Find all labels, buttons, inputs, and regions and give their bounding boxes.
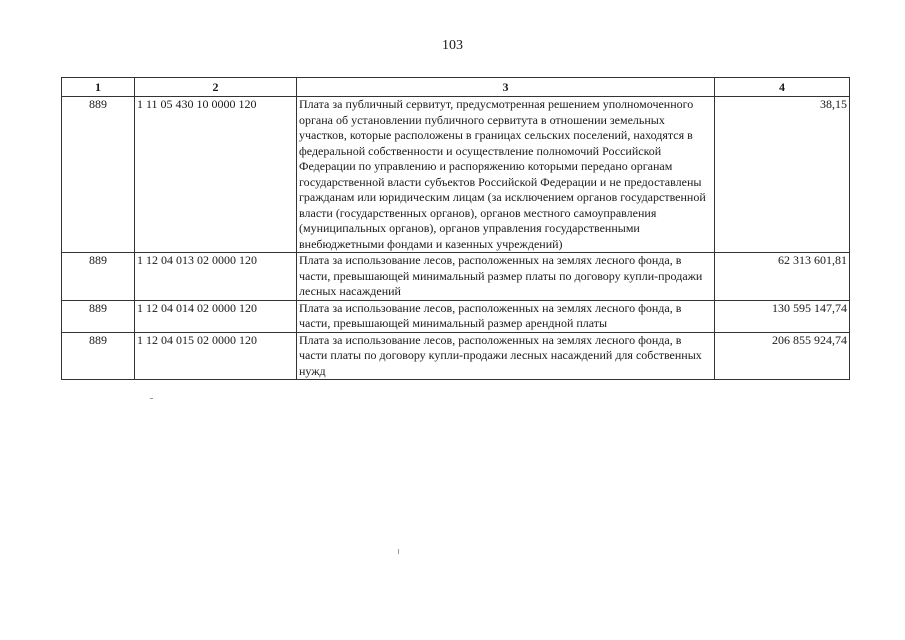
column-header-1: 1 [62,78,135,97]
revenue-name-cell: Плата за использование лесов, расположенных на землях лесного фонда, в части, превышающей минимальный размер платы по договору купли-продажи лесных насаждений [297,253,715,301]
amount-cell: 206 855 924,74 [715,332,850,380]
admin-code-cell: 889 [62,97,135,253]
scan-speck [398,549,399,554]
amount-cell: 62 313 601,81 [715,253,850,301]
page-number: 103 [442,38,463,53]
table-row [62,253,850,301]
scan-speck [150,398,153,399]
column-header-4: 4 [715,78,850,97]
amount-cell: 130 595 147,74 [715,300,850,332]
table-row [62,300,850,332]
revenue-name-cell: Плата за публичный сервитут, предусмотренная решением уполномоченного органа об установлении публичного сервитута в отношении земельных участков, которые расположены в границах сельских поселений, находятся в федеральной собственности и осуществление полномочий Российской Федерации по управлению и распоряжению которыми передано органам государственной власти субъектов Российской Федерации и не предоставлены гражданам или юридическим лицам (за исключением органов государственной власти (государственных органов), органов местного самоуправления (муниципальных органов), органов управления государственными внебюджетными фондами и казенных учреждений) [297,97,715,253]
revenue-table [61,77,850,380]
admin-code-cell: 889 [62,253,135,301]
column-header-3: 3 [297,78,715,97]
budget-code-cell: 1 12 04 015 02 0000 120 [135,332,297,380]
amount-cell: 38,15 [715,97,850,253]
revenue-name-cell: Плата за использование лесов, расположенных на землях лесного фонда, в части платы по договору купли-продажи лесных насаждений для собственных нужд [297,332,715,380]
revenue-name-cell: Плата за использование лесов, расположенных на землях лесного фонда, в части, превышающей минимальный размер арендной платы [297,300,715,332]
column-header-2: 2 [135,78,297,97]
budget-code-cell: 1 12 04 014 02 0000 120 [135,300,297,332]
table-row [62,97,850,253]
admin-code-cell: 889 [62,300,135,332]
table-row [62,332,850,380]
table-header-row [62,78,850,97]
budget-code-cell: 1 11 05 430 10 0000 120 [135,97,297,253]
budget-code-cell: 1 12 04 013 02 0000 120 [135,253,297,301]
admin-code-cell: 889 [62,332,135,380]
